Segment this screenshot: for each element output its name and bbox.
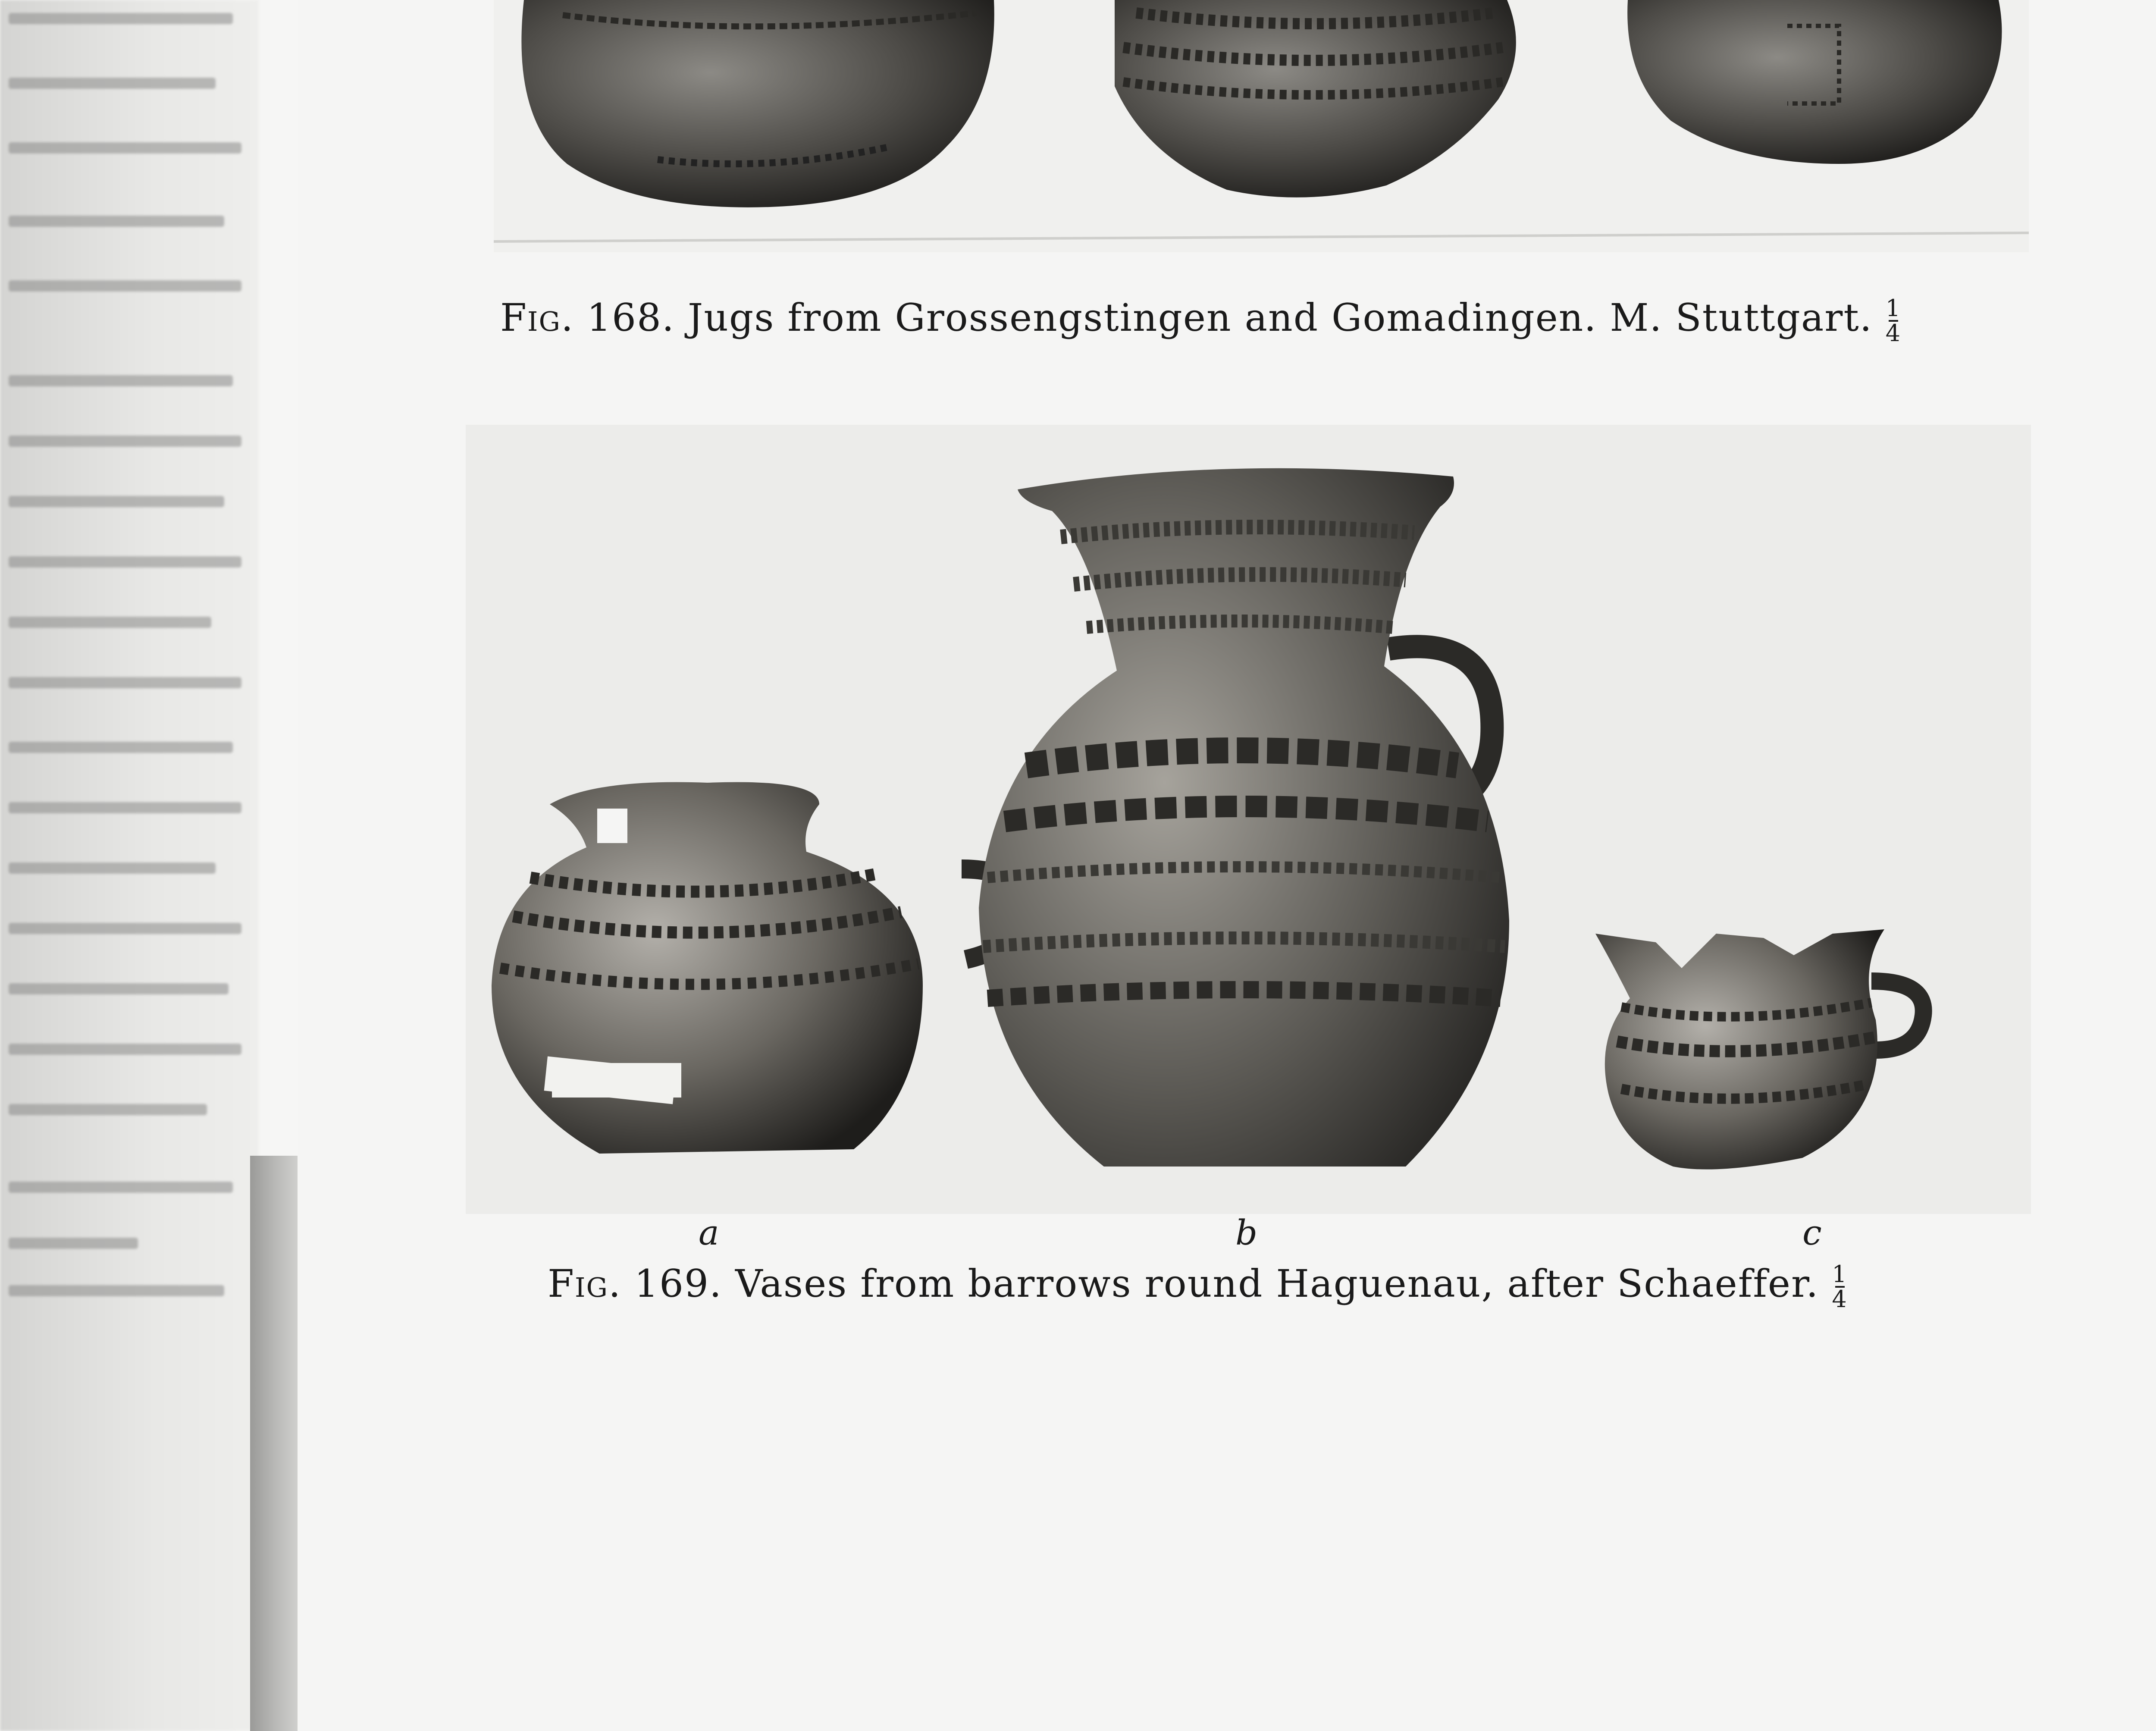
figure-168-caption [500, 295, 1901, 345]
figure-169-scale-denominator: 4 [1832, 1286, 1848, 1313]
figure-169-text: Vases from barrows round Haguenau, after Schaeffer. [735, 1261, 1819, 1306]
jug-2 [1115, 0, 1516, 198]
figure-169-prefix: Fig. [548, 1261, 622, 1306]
figure-169-scale-numerator: 1 [1832, 1261, 1848, 1288]
facing-page-blurred [0, 0, 259, 1731]
figure-168-number: 168. [587, 295, 675, 340]
vase-c [1595, 929, 1924, 1170]
figure-169-scale [1832, 1263, 1847, 1311]
jug-1 [521, 0, 994, 207]
figure-169-caption [548, 1261, 1848, 1311]
figure-169-label-c: c [1802, 1213, 1822, 1253]
figure-168-scale [1886, 297, 1901, 345]
figure-169-label-a: a [699, 1213, 719, 1253]
figure-169-label-b: b [1235, 1213, 1258, 1253]
figure-168-prefix: Fig. [500, 295, 574, 340]
figure-168-scale-denominator: 4 [1885, 320, 1902, 347]
figure-169-number: 169. [634, 1261, 722, 1306]
figure-168-photo [494, 0, 2029, 252]
vase-a [492, 782, 1022, 1154]
vase-b [979, 468, 1509, 1167]
figure-168-scale-numerator: 1 [1885, 295, 1902, 322]
figure-169-photo [466, 425, 2031, 1214]
figure-168-text: Jugs from Grossengstingen and Gomadingen. M. Stuttgart. [687, 295, 1873, 340]
page-gutter-shadow [250, 1156, 298, 1731]
jug-3 [1627, 0, 2002, 164]
